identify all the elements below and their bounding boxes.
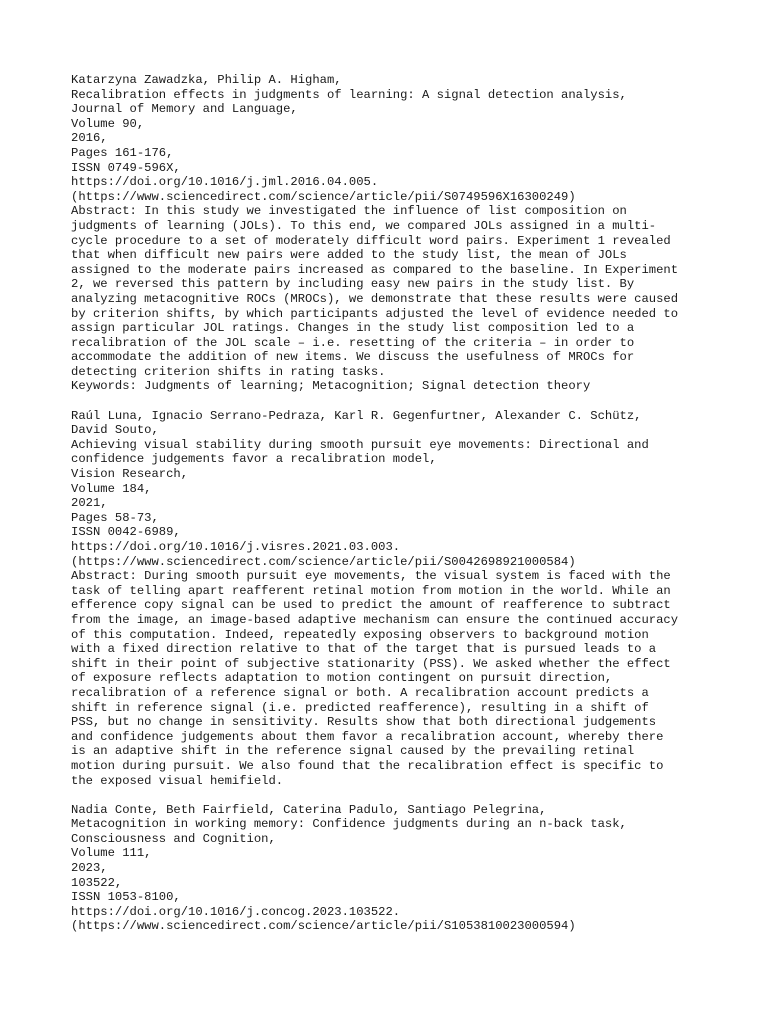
entry-keywords: Keywords: Judgments of learning; Metacognition; Signal detection theory [71, 379, 591, 394]
entry-abstract: Abstract: In this study we investigated the influence of list composition on judgments of learning (JOLs). To this end, we compared JOLs assigned in a multi- cycle procedure to a set of moderately difficult word pairs. Experiment 1 revealed that when difficult new pairs were added to the study list, the mean of JOLs assigned to the moderate pairs increased as compared to the baseline. In Experiment 2, we reversed this pattern by including easy new pairs in the study list. By analyzing metacognitive ROCs (MROCs), we demonstrate that these results were caused by criterion shifts, by which participants adjusted the level of evidence needed to assign particular JOL ratings. Changes in the study list composition led to a recalibration of the JOL scale – i.e. resetting of the criteria – in order to accommodate the addition of new items. We discuss the usefulness of MROCs for detecting criterion shifts in rating tasks. [71, 204, 679, 379]
entry-authors: Raúl Luna, Ignacio Serrano-Pedraza, Karl R. Gegenfurtner, Alexander C. Schütz, David Souto, [71, 408, 642, 438]
entry-title: Achieving visual stability during smooth pursuit eye movements: Directional and confidence judgements favor a recalibration model, [71, 437, 649, 467]
entry-issn: ISSN 0042-6989, [71, 525, 181, 540]
entry-authors: Katarzyna Zawadzka, Philip A. Higham, [71, 73, 342, 87]
entry-doi: https://doi.org/10.1016/j.jml.2016.04.005. [71, 175, 379, 190]
entry-year: 2023, [71, 861, 108, 876]
entry-url: (https://www.sciencedirect.com/science/article/pii/S0749596X16300249) [71, 189, 576, 204]
entry-volume: Volume 90, [71, 116, 145, 131]
entry-year: 2021, [71, 496, 108, 511]
entry-volume: Volume 184, [71, 481, 152, 496]
entry-pages: Pages 58-73, [71, 510, 159, 525]
reference-entry-2 [71, 409, 711, 788]
reference-entry-1 [71, 73, 711, 394]
entry-issn: ISSN 1053-8100, [71, 890, 181, 905]
entry-authors: Nadia Conte, Beth Fairfield, Caterina Padulo, Santiago Pelegrina, [71, 802, 547, 817]
reference-entry-3 [71, 803, 711, 934]
reference-list [71, 73, 711, 949]
entry-url: (https://www.sciencedirect.com/science/article/pii/S1053810023000594) [71, 919, 576, 934]
entry-journal: Journal of Memory and Language, [71, 102, 298, 117]
entry-doi: https://doi.org/10.1016/j.concog.2023.103522. [71, 904, 401, 919]
entry-year: 2016, [71, 131, 108, 146]
entry-issn: ISSN 0749-596X, [71, 160, 181, 175]
entry-doi: https://doi.org/10.1016/j.visres.2021.03.003. [71, 540, 401, 554]
entry-journal: Consciousness and Cognition, [71, 831, 276, 846]
entry-pages: 103522, [71, 875, 123, 890]
entry-pages: Pages 161-176, [71, 145, 174, 160]
entry-volume: Volume 111, [71, 846, 152, 861]
entry-url: (https://www.sciencedirect.com/science/article/pii/S0042698921000584) [71, 554, 576, 569]
entry-title: Metacognition in working memory: Confidence judgments during an n-back task, [71, 817, 627, 832]
entry-journal: Vision Research, [71, 467, 189, 482]
entry-abstract: Abstract: During smooth pursuit eye movements, the visual system is faced with the task of telling apart reafferent retinal motion from motion in the world. While an efference copy signal can be used to predict the amount of reafference to subtract from the image, an image-based adaptive mechanism can ensure the continued accuracy of this computation. Indeed, repeatedly exposing observers to background motion with a fixed direction relative to that of the target that is pursued leads to a shift in their point of subjective stationarity (PSS). We asked whether the effect of exposure reflects adaptation to motion contingent on pursuit direction, recalibration of a reference signal or both. A recalibration account predicts a shift in reference signal (i.e. predicted reafference), resulting in a shift of PSS, but no change in sensitivity. Results show that both directional judgements and confidence judgements about them favor a recalibration account, whereby there is an adaptive shift in the reference signal caused by the prevailing retinal motion during pursuit. We also found that the recalibration effect is specific to the exposed visual hemifield. [71, 569, 679, 788]
entry-title: Recalibration effects in judgments of learning: A signal detection analysis, [71, 87, 627, 102]
